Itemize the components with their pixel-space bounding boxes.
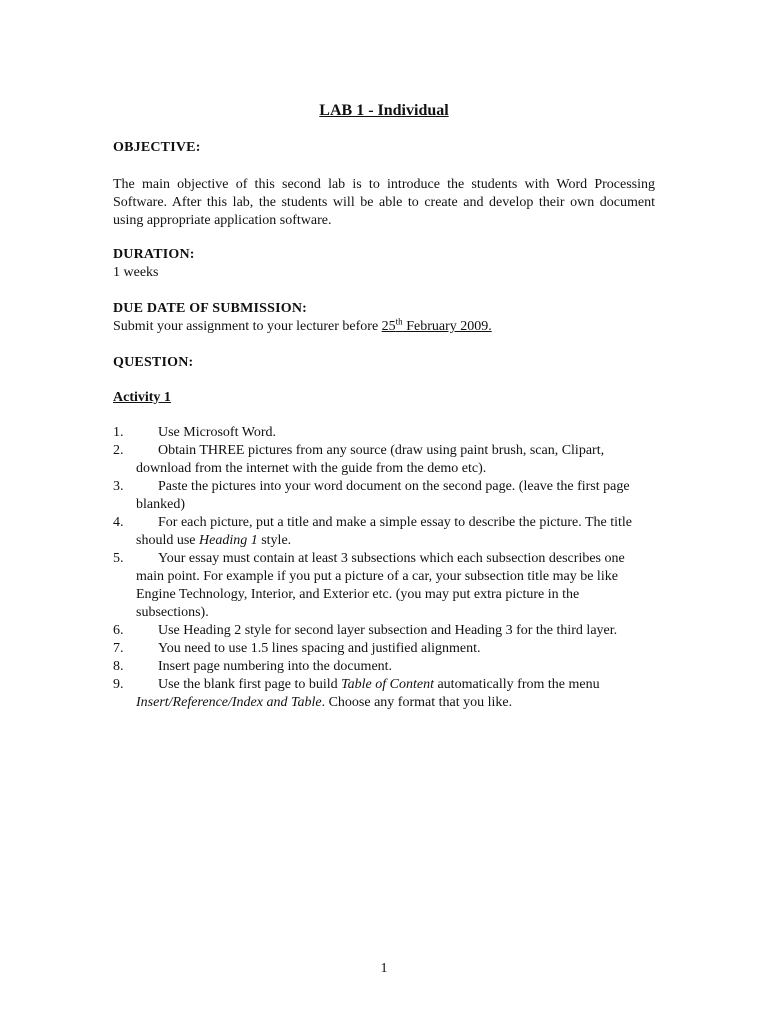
list-item-text-end: style. [257,533,292,548]
list-item-number: 6. [113,623,124,638]
list-item [113,676,655,712]
list-item-number: 2. [113,443,124,458]
due-date-heading: DUE DATE OF SUBMISSION: [113,301,308,316]
list-item-number: 4. [113,515,124,530]
list-item-number: 9. [113,677,124,692]
list-item-text: For each picture, put a title and make a simple essay to describe the picture. The title should use [136,515,633,548]
duration-text: 1 weeks [113,265,159,280]
list-item-text: Paste the pictures into your word document on the second page. (leave the first page blanked) [136,479,630,512]
list-item [113,514,655,550]
list-item-text-end: . Choose any format that you like. [321,695,513,710]
objective-text: The main objective of this second lab is to introduce the students with Word Processing Software. After this lab, the students will be able to create and develop their own document using appropriate application software. [113,177,655,228]
due-date-day: 25 [381,319,396,334]
objective-heading: OBJECTIVE: [113,140,201,155]
list-item-emphasis: Table of Content [341,677,434,692]
list-item [113,658,655,676]
due-date-text [113,318,655,336]
list-item-text: Use the blank first page to build [158,677,342,692]
activity-list [113,424,655,712]
list-item-number: 7. [113,641,124,656]
due-date-month-year: February 2009. [402,319,492,334]
due-date-day-suffix: th [395,316,403,327]
list-item-text: Your essay must contain at least 3 subsections which each subsection describes one main point. For example if you put a picture of a car, your subsection title may be like Engine Technology, Interior, and Exterior etc. (you may put extra picture in the subsections). [136,551,625,620]
list-item [113,622,655,640]
document-page [113,0,655,1024]
list-item-number: 3. [113,479,124,494]
list-item-number: 5. [113,551,124,566]
list-item [113,442,655,478]
list-item [113,550,655,622]
list-item-text: Use Microsoft Word. [158,425,276,440]
list-item-emphasis-menu-path: Insert/Reference/Index and Table [136,695,322,710]
list-item-text: Use Heading 2 style for second layer subsection and Heading 3 for the third layer. [158,623,618,638]
question-heading: QUESTION: [113,355,194,370]
list-item-text: Insert page numbering into the document. [158,659,393,674]
due-date-intro: Submit your assignment to your lecturer before [113,319,382,334]
list-item [113,478,655,514]
list-item-text-middle: automatically from the menu [433,677,600,692]
duration-heading: DURATION: [113,247,195,262]
list-item-text: Obtain THREE pictures from any source (draw using paint brush, scan, Clipart, download from the internet with the guide from the demo etc). [136,443,605,476]
list-item-text: You need to use 1.5 lines spacing and justified alignment. [158,641,481,656]
due-date-value [381,316,492,334]
page-number: 1 [380,961,388,976]
document-title: LAB 1 - Individual [319,102,449,119]
list-item-number: 1. [113,425,124,440]
list-item-emphasis: Heading 1 [199,533,258,548]
list-item [113,424,655,442]
list-item [113,640,655,658]
activity-heading: Activity 1 [113,390,171,405]
list-item-number: 8. [113,659,124,674]
